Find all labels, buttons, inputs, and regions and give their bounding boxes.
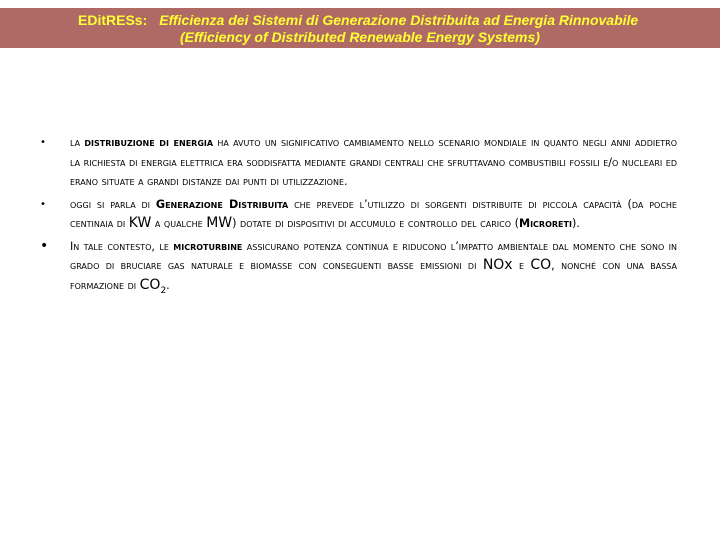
- bullet-bold-term: Generazione Distribuita: [155, 197, 289, 211]
- bullet-bold-term: microturbine: [173, 239, 243, 253]
- bullet-text: In tale contesto, le: [70, 239, 174, 253]
- bullet-dot: •: [40, 137, 46, 148]
- header-brand: EDitRESs:: [78, 12, 148, 28]
- bullet-text: che prevede l’utilizzo di sorgenti distribuite di piccola capacità (da poche centinaia di: [70, 197, 677, 230]
- header-title-line: [78, 12, 698, 28]
- bullet-text: , nonché con una bassa formazione di: [70, 259, 677, 292]
- header-title-english: (Efficiency of Distributed Renewable Energy Systems): [180, 29, 540, 45]
- bullet-dot: •: [40, 237, 49, 254]
- unit-mw: MW: [206, 215, 233, 231]
- bullet-text: la: [70, 136, 85, 149]
- chemical-co2-base: CO: [139, 276, 161, 293]
- bullet-text: .: [166, 278, 170, 292]
- bullet-text: e: [512, 259, 531, 272]
- bullet-text: a qualche: [151, 217, 207, 230]
- chemical-co2: [139, 276, 167, 296]
- chemical-nox: NOx: [482, 257, 513, 273]
- chemical-co2-subscript: 2: [160, 285, 167, 296]
- bullet-bold-term: distribuzione di energia: [84, 136, 214, 149]
- bullet-text: ) dotate di dispositivi di accumulo e controllo del carico (: [232, 217, 519, 230]
- bullet-text: ha avuto un significativo cambiamento nello scenario mondiale in quanto negli anni addietro la richiesta di energia elettrica era soddisfatta mediante grandi centrali che sfruttavano combustibili fossili e/o nucleari ed erano situate a grandi distanze dai punti di utilizzazione.: [70, 136, 678, 188]
- slide-header: [0, 8, 720, 48]
- unit-kw: KW: [128, 215, 152, 231]
- bullet-list: [40, 133, 677, 304]
- chemical-co: CO: [530, 257, 552, 273]
- header-title-italian: Efficienza dei Sistemi di Generazione Distribuita ad Energia Rinnovabile: [159, 12, 639, 28]
- bullet-item-distributed-generation: [40, 195, 677, 234]
- bullet-text: ).: [571, 217, 580, 230]
- bullet-bold-term: Microreti: [518, 217, 572, 230]
- bullet-text: assicurano potenza continua e riducono l’impatto ambientale dal momento che sono in grado di bruciare gas naturale e biomasse con conseguenti basse emissioni di: [70, 239, 677, 272]
- bullet-dot: •: [40, 198, 46, 210]
- bullet-item-microturbines: [40, 237, 677, 301]
- bullet-text: oggi si parla di: [70, 197, 156, 211]
- bullet-item-distribution: [40, 133, 677, 192]
